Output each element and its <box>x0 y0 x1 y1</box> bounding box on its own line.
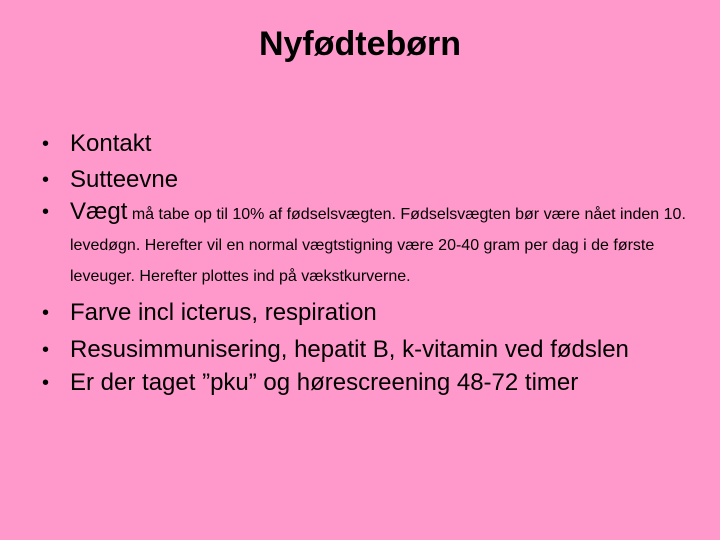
bullet-text: Kontakt <box>70 130 152 157</box>
bullet-text: Sutteevne <box>70 166 179 193</box>
bullet-item-pku <box>40 365 690 401</box>
bullet-text: Vægt <box>70 198 128 225</box>
bullet-list <box>40 126 690 401</box>
slide-title: Nyfødtebørn <box>258 25 462 63</box>
bullet-text: Resusimmunisering, hepatit B, k-vitamin ved fødslen <box>70 336 629 363</box>
bullet-item-kontakt <box>40 126 690 162</box>
bullet-text: Er der taget ”pku” og hørescreening 48-72 timer <box>70 369 579 396</box>
bullet-text: Farve incl icterus, respiration <box>70 299 377 326</box>
bullet-item-resusimmunisering <box>40 335 690 365</box>
bullet-detail-text: må tabe op til 10% af fødselsvægten. Fødselsvægten bør være nået inden 10. levedøgn. Herefter vil en normal vægtstigning være 20-40 gram per dag i de første leveuger. Herefter plottes ind på vækstkurverne. <box>70 206 686 285</box>
bullet-item-vaegt <box>40 198 690 291</box>
bullet-item-farve <box>40 295 690 331</box>
bullet-item-sutteevne <box>40 162 690 198</box>
